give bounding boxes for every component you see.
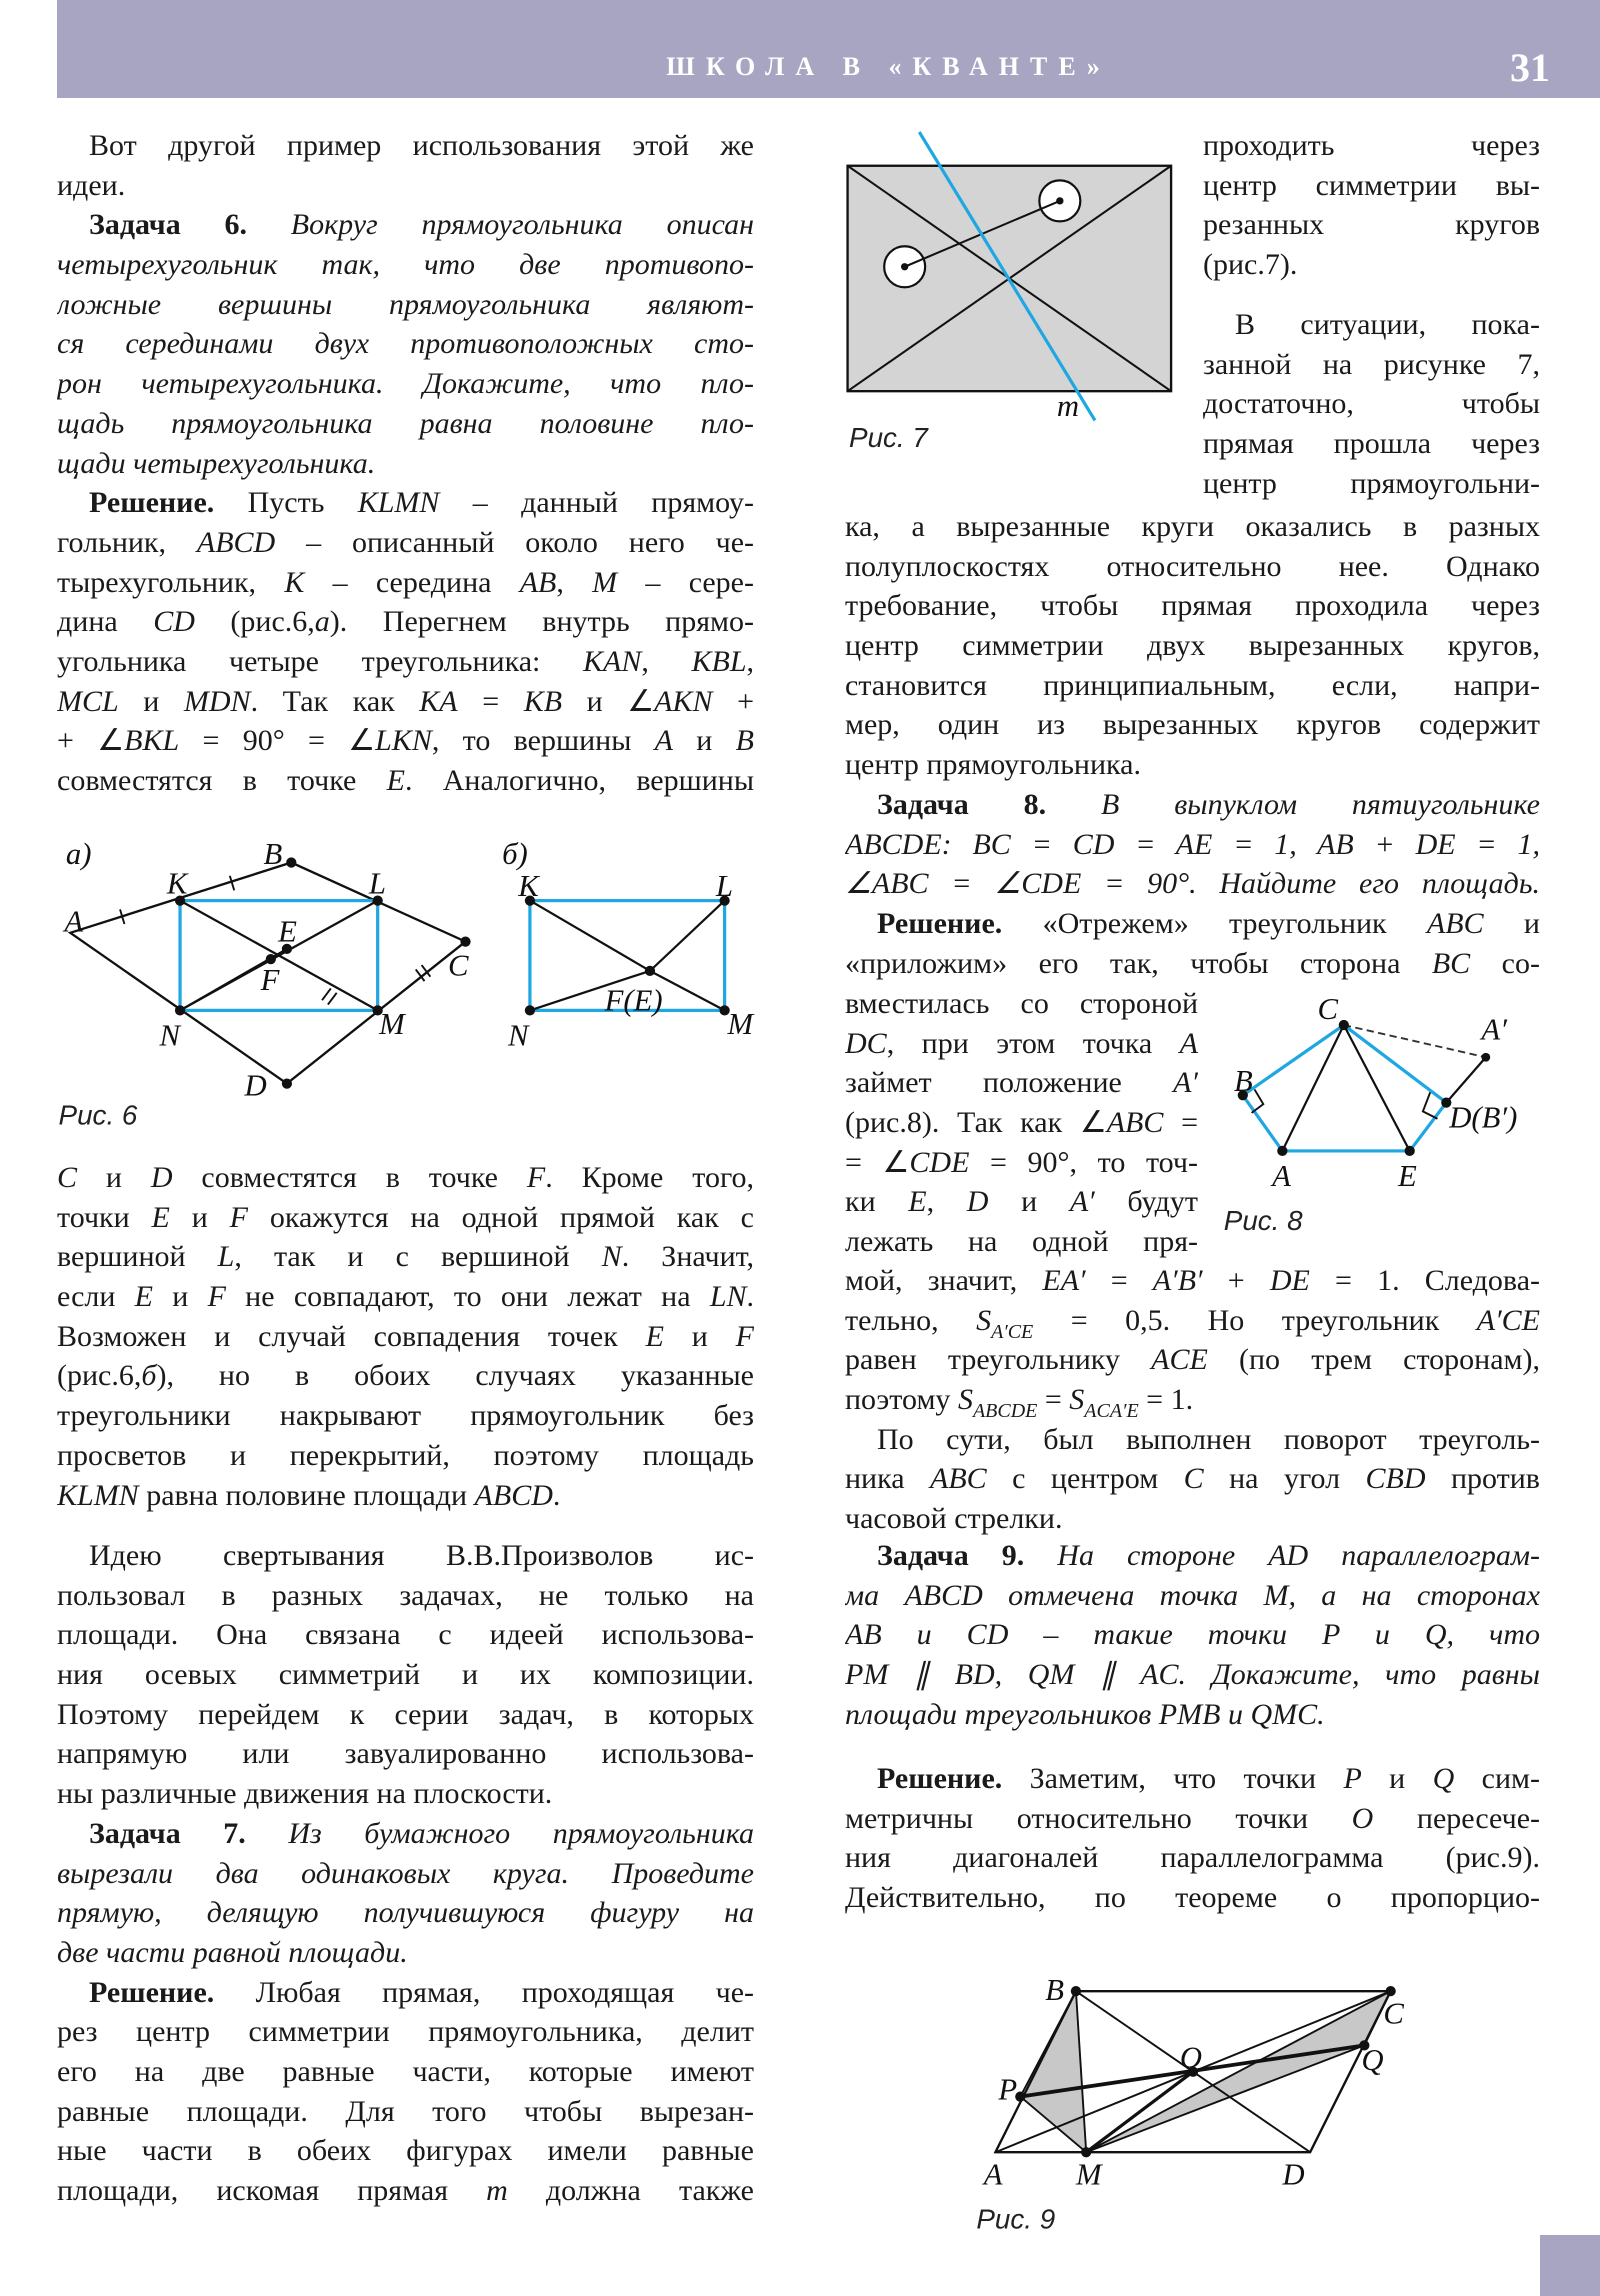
- point-label: E: [1397, 1159, 1417, 1194]
- text-run: точки: [57, 1200, 152, 1234]
- text-run: ACE: [1151, 1343, 1208, 1377]
- text-run: против: [1425, 1462, 1540, 1496]
- point-label: K: [518, 869, 539, 904]
- text-run: ,: [926, 1185, 967, 1219]
- text-run: F: [735, 1319, 754, 1353]
- point-label: B: [1045, 1972, 1064, 2007]
- text-run: CDE: [909, 1145, 970, 1179]
- text-run: BKL: [124, 724, 180, 758]
- text-run: F: [526, 1161, 546, 1194]
- point-label: M: [727, 1006, 754, 1041]
- text-run: центр прямоугольни-: [1203, 466, 1540, 500]
- text-run: четырехугольник так, что две противопо-: [57, 248, 754, 282]
- text-run: ся серединами двух противоположных сто-: [57, 327, 754, 361]
- text-run: Возможен и случай совпадения точек: [57, 1319, 646, 1353]
- text-run: вершиной: [57, 1240, 218, 1274]
- text-run: MDN: [183, 684, 251, 718]
- text-run: MCL: [57, 684, 119, 718]
- bold-heading: Задача 7.: [89, 1816, 289, 1850]
- text-run: рон четырехугольника. Докажите, что пло-: [57, 367, 754, 401]
- text-run: треугольники накрывают прямоугольник без: [57, 1399, 754, 1433]
- text-run: ABC: [1106, 1106, 1164, 1140]
- text-run: (по трем сторонам),: [1207, 1343, 1540, 1377]
- text-run: прямую, делящую получившуюся фигуру на: [57, 1896, 754, 1930]
- text-run: совместятся в точке: [57, 764, 387, 797]
- text-run: A′B′: [1152, 1264, 1203, 1297]
- subscript: ACA′E: [1084, 1400, 1139, 1420]
- text-run: = 90° = ∠: [179, 724, 376, 758]
- text-run: . Так как: [250, 684, 420, 718]
- text-run: ки: [845, 1185, 909, 1219]
- text-run: F: [229, 1200, 248, 1234]
- text-run: резанных кругов: [1203, 208, 1540, 242]
- text-run: (рис.7).: [1203, 248, 1298, 282]
- text-run: BC: [1431, 946, 1471, 980]
- text-run: , так и с вершиной: [234, 1240, 602, 1274]
- text-run: равен треугольнику: [845, 1343, 1152, 1377]
- text-run: K: [284, 565, 305, 599]
- point-label: N: [507, 1018, 529, 1053]
- point-label: P: [998, 2072, 1018, 2107]
- text-run: P: [1343, 1762, 1362, 1795]
- text-run: – описанный около него че-: [275, 525, 754, 559]
- text-run: «Отрежем» треугольник: [1042, 907, 1427, 941]
- text-run: достаточно, чтобы: [1203, 387, 1540, 421]
- text-run: и: [153, 1280, 208, 1314]
- text-run: ника: [845, 1462, 930, 1496]
- text-run: = 1. Следова-: [1309, 1264, 1540, 1297]
- text-run: A: [1179, 1026, 1198, 1060]
- text-run: CD: [153, 605, 195, 639]
- text-run: В ситуации, пока-: [1235, 308, 1540, 341]
- section-title: ШКОЛА В «КВАНТЕ»: [666, 52, 1111, 81]
- text-run: просветов и перекрытий, поэтому площадь: [57, 1438, 754, 1472]
- text-run: M: [592, 565, 618, 599]
- text-run: + ∠: [57, 724, 125, 758]
- point-label: D(B′): [1449, 1100, 1518, 1135]
- point-label: A: [1272, 1159, 1291, 1194]
- text-run: площади, искомая прямая: [57, 2174, 487, 2207]
- text-run: (рис.6,: [57, 1359, 142, 1393]
- text-run: ма ABCD отмечена точка M, а на сторонах: [845, 1578, 1540, 1612]
- text-run: и: [672, 724, 736, 758]
- text-run: и ∠: [562, 684, 655, 718]
- text-run: б: [141, 1359, 157, 1393]
- text-run: поэтому: [845, 1383, 958, 1417]
- text-run: а: [314, 605, 330, 639]
- bold-heading: Решение.: [877, 1762, 1030, 1795]
- text-run: F: [207, 1280, 226, 1314]
- text-run: ния осевых симметрий и их композиции.: [57, 1658, 754, 1692]
- text-run: C: [1183, 1462, 1204, 1496]
- text-run: , при этом точка: [886, 1026, 1180, 1060]
- text-run: и: [988, 1185, 1070, 1219]
- text-run: На стороне AD параллелограм-: [1057, 1539, 1540, 1572]
- text-run: D: [966, 1185, 989, 1219]
- point-label: A′: [1481, 1012, 1507, 1047]
- text-run: Вокруг прямоугольника описан: [290, 208, 754, 242]
- text-run: и: [77, 1161, 151, 1194]
- figure-6b: [502, 837, 755, 1053]
- text-run: LKN: [375, 724, 432, 758]
- bold-heading: Задача 8.: [877, 788, 1102, 821]
- text-run: = ∠: [845, 1145, 910, 1179]
- text-run: DE: [1269, 1264, 1310, 1297]
- fig6-part-b-label: б): [502, 837, 528, 872]
- text-run: PM ∥ BD, QM ∥ AC. Докажите, что равны: [845, 1658, 1540, 1692]
- figure-8: [1224, 992, 1518, 1236]
- text-run: прямая прошла через: [1203, 427, 1540, 461]
- text-run: центр симметрии вы-: [1203, 168, 1540, 202]
- text-run: ны различные движения на плоскости.: [57, 1777, 553, 1811]
- text-run: Q: [1432, 1762, 1455, 1795]
- text-run: пересече-: [1373, 1801, 1540, 1835]
- point-label: A: [983, 2157, 1003, 2192]
- point-label: C: [1317, 992, 1338, 1027]
- point-label: D: [1282, 2157, 1305, 2192]
- text-run: = 0,5. Но треугольник: [1033, 1303, 1477, 1337]
- text-run: ,: [746, 644, 754, 678]
- text-run: требование, чтобы прямая проходила через: [845, 589, 1540, 623]
- text-run: должна также: [507, 2174, 754, 2207]
- text-run: . Аналогично, вершины: [404, 764, 754, 797]
- text-run: часовой стрелки.: [845, 1502, 1063, 1536]
- text-run: CBD: [1365, 1462, 1426, 1496]
- text-run: со-: [1470, 946, 1540, 980]
- point-label: L: [715, 869, 733, 904]
- text-run: .: [746, 1280, 754, 1314]
- text-run: идеи.: [57, 168, 126, 202]
- text-run: ), но в обоих случаях указанные: [156, 1359, 754, 1393]
- fig6-caption: Рис. 6: [58, 1099, 138, 1131]
- figure-9: [976, 1973, 1404, 2234]
- text-run: E: [151, 1200, 170, 1234]
- bold-heading: Решение.: [877, 907, 1043, 941]
- text-run: ABC: [930, 1462, 987, 1496]
- text-run: E: [645, 1319, 664, 1353]
- text-run: две части равной площади.: [57, 1935, 408, 1969]
- text-run: (рис.8). Так как ∠: [845, 1106, 1107, 1140]
- text-run: S: [957, 1383, 973, 1417]
- point-label: D: [244, 1068, 267, 1103]
- point-label: K: [166, 866, 188, 901]
- text-run: A′: [1173, 1066, 1198, 1100]
- text-run: =: [457, 684, 524, 718]
- text-run: A′: [1069, 1185, 1095, 1219]
- text-run: Действительно, по теореме о пропорцио-: [845, 1881, 1540, 1915]
- fig6-part-a-label: а): [65, 837, 92, 872]
- text-run: не совпадают, то они лежат на: [225, 1280, 710, 1314]
- text-run: KLMN: [357, 486, 440, 520]
- text-run: центр симметрии двух вырезанных кругов,: [845, 629, 1540, 663]
- text-run: равна половине площади: [138, 1478, 475, 1512]
- subscript: ABCDE: [972, 1400, 1038, 1420]
- text-run: ABCD: [196, 525, 276, 559]
- bold-heading: Решение.: [89, 486, 248, 520]
- text-run: метричны относительно точки: [845, 1801, 1352, 1835]
- text-run: напрямую или завуалированно использова-: [57, 1737, 754, 1771]
- text-run: N: [601, 1240, 622, 1274]
- text-run: окажутся на одной прямой как с: [247, 1200, 754, 1234]
- text-run: и: [1483, 907, 1540, 941]
- text-run: A: [654, 724, 673, 758]
- text-run: мер, один из вырезанных кругов содержит: [845, 708, 1540, 742]
- text-run: ка, а вырезанные круги оказались в разных: [845, 510, 1540, 543]
- text-run: L: [217, 1240, 235, 1274]
- point-label: C: [447, 948, 469, 983]
- text-run: площади. Она связана с идеей использова-: [57, 1618, 754, 1652]
- text-run: ные части в обеих фигурах имели равные: [57, 2134, 754, 2168]
- text-run: занной на рисунке 7,: [1203, 347, 1540, 381]
- text-run: угольника четыре треугольника:: [57, 644, 583, 678]
- text-run: ABCDE: BC = CD = AE = 1, AB + DE = 1,: [845, 827, 1540, 861]
- text-run: площади треугольников PMB и QMC.: [845, 1697, 1325, 1731]
- text-run: E: [908, 1185, 927, 1219]
- point-label: F: [260, 962, 280, 997]
- text-run: Идею свертывания В.В.Произволов ис-: [89, 1539, 754, 1572]
- text-run: ,: [556, 565, 593, 599]
- text-run: . Кроме того,: [545, 1161, 754, 1194]
- text-run: его на две равные части, которые имеют: [57, 2054, 754, 2088]
- fig8-caption: Рис. 8: [1223, 1204, 1303, 1236]
- text-run: становится принципиальным, если, напри-: [845, 668, 1540, 702]
- text-run: ABCD: [474, 1478, 553, 1512]
- text-run: По сути, был выполнен поворот треуголь-: [877, 1422, 1540, 1456]
- text-run: A′CE: [1476, 1303, 1540, 1337]
- text-run: будут: [1094, 1185, 1198, 1219]
- text-run: KAN: [582, 644, 642, 678]
- text-run: сим-: [1454, 1762, 1540, 1795]
- text-run: =: [1163, 1106, 1198, 1140]
- point-label: M: [379, 1006, 405, 1041]
- text-run: мой, значит,: [845, 1264, 1043, 1297]
- text-run: лежать на одной пря-: [845, 1225, 1198, 1259]
- bold-heading: Решение.: [89, 1975, 256, 2009]
- point-label: O: [1179, 2040, 1203, 2075]
- text-run: O: [1351, 1801, 1374, 1835]
- point-label: M: [1075, 2157, 1102, 2192]
- text-run: Пусть: [247, 486, 358, 520]
- text-run: KBL: [691, 644, 747, 678]
- point-label: A: [64, 904, 84, 939]
- text-run: ABC: [1426, 907, 1484, 941]
- text-run: +: [712, 684, 754, 718]
- page-number: 31: [1510, 45, 1550, 90]
- text-run: равные площади. Для того чтобы вырезан-: [57, 2094, 754, 2128]
- figure-7: [848, 132, 1172, 453]
- text-run: дина: [57, 605, 154, 639]
- text-run: если: [57, 1280, 135, 1314]
- text-run: DC: [845, 1026, 887, 1060]
- text-run: ложные вершины прямоугольника являют-: [57, 287, 754, 321]
- text-run: с центром: [986, 1462, 1184, 1496]
- point-label: C: [1383, 1996, 1404, 2031]
- text-run: AB и CD – такие точки P и Q, что: [845, 1618, 1540, 1652]
- line-m-label: m: [1056, 389, 1080, 424]
- text-run: ния диагоналей параллелограмма (рис.9).: [845, 1841, 1540, 1875]
- text-run: и: [663, 1319, 736, 1353]
- text-run: =: [1037, 1383, 1070, 1417]
- text-run: ∠ABC = ∠CDE = 90°. Найдите его площадь.: [845, 867, 1540, 901]
- text-run: проходить через: [1203, 129, 1540, 162]
- text-run: рез центр симметрии прямоугольника, делит: [57, 2015, 754, 2049]
- text-run: , то вершины: [431, 724, 655, 758]
- text-run: Поэтому перейдем к серии задач, в которых: [57, 1697, 754, 1731]
- text-run: тельно,: [845, 1303, 977, 1337]
- point-label: E: [278, 914, 297, 949]
- text-run: KA: [419, 684, 458, 718]
- bold-heading: Задача 6.: [89, 208, 291, 242]
- fig9-caption: Рис. 9: [976, 2203, 1056, 2235]
- text-run: «приложим» его так, чтобы сторона: [845, 946, 1432, 980]
- text-run: Вот другой пример использования этой же: [89, 129, 754, 162]
- text-run: E: [386, 764, 405, 797]
- text-run: S: [1069, 1383, 1085, 1417]
- text-run: E: [134, 1280, 153, 1314]
- text-run: KLMN: [57, 1478, 139, 1512]
- subscript: A′CE: [991, 1320, 1034, 1341]
- text-run: пользовал в разных задачах, не только на: [57, 1578, 754, 1612]
- text-run: S: [976, 1303, 992, 1337]
- text-run: Любая прямая, проходящая че-: [255, 1975, 754, 2009]
- text-run: щадь прямоугольника равна половине пло-: [57, 406, 754, 440]
- figure-6a: [59, 837, 471, 1131]
- text-run: = 90°, то точ-: [969, 1145, 1198, 1179]
- point-label: L: [368, 866, 386, 901]
- text-run: KB: [523, 684, 563, 718]
- text-run: Из бумажного прямоугольника: [288, 1816, 754, 1850]
- text-run: =: [1085, 1264, 1153, 1297]
- text-run: полуплоскостях относительно нее. Однако: [845, 549, 1540, 583]
- text-run: совместятся в точке: [172, 1161, 527, 1194]
- text-run: C: [57, 1161, 78, 1194]
- text-run: AB: [519, 565, 557, 599]
- text-run: ,: [641, 644, 692, 678]
- text-run: на угол: [1203, 1462, 1366, 1496]
- text-run: . Значит,: [621, 1240, 754, 1274]
- text-run: (рис.6,: [194, 605, 315, 639]
- point-label: Q: [1361, 2043, 1384, 2078]
- text-run: займет положение: [845, 1066, 1174, 1100]
- text-run: D: [150, 1161, 173, 1194]
- fig7-caption: Рис. 7: [849, 421, 928, 453]
- text-run: EA′: [1042, 1264, 1086, 1297]
- text-run: – сере-: [617, 565, 754, 599]
- text-run: AKN: [654, 684, 713, 718]
- text-run: B: [735, 724, 754, 758]
- bold-heading: Задача 9.: [877, 1539, 1058, 1572]
- text-run: и: [169, 1200, 230, 1234]
- text-run: ). Перегнем внутрь прямо-: [329, 605, 754, 639]
- text-run: вырезали два одинаковых круга. Проведите: [57, 1856, 754, 1890]
- text-run: щади четырехугольника.: [57, 446, 376, 480]
- point-label: B: [263, 837, 283, 872]
- text-run: гольник,: [57, 525, 197, 559]
- text-run: +: [1202, 1264, 1270, 1297]
- text-run: – середина: [304, 565, 520, 599]
- text-run: LN: [709, 1280, 747, 1314]
- text-run: центр прямоугольника.: [845, 748, 1141, 782]
- text-run: тырехугольник,: [57, 565, 285, 599]
- text-run: и: [1361, 1762, 1433, 1795]
- text-run: = 1.: [1138, 1383, 1194, 1417]
- point-label: F(E): [604, 983, 663, 1018]
- text-run: – данный прямоу-: [439, 486, 754, 520]
- text-run: m: [486, 2174, 508, 2207]
- text-run: вместилась со стороной: [845, 987, 1198, 1020]
- text-run: и: [118, 684, 184, 718]
- text-run: .: [552, 1478, 561, 1512]
- point-label: N: [159, 1018, 181, 1053]
- text-run: Заметим, что точки: [1029, 1762, 1344, 1795]
- point-label: B: [1234, 1063, 1253, 1098]
- text-run: В выпуклом пятиугольнике: [1101, 788, 1540, 821]
